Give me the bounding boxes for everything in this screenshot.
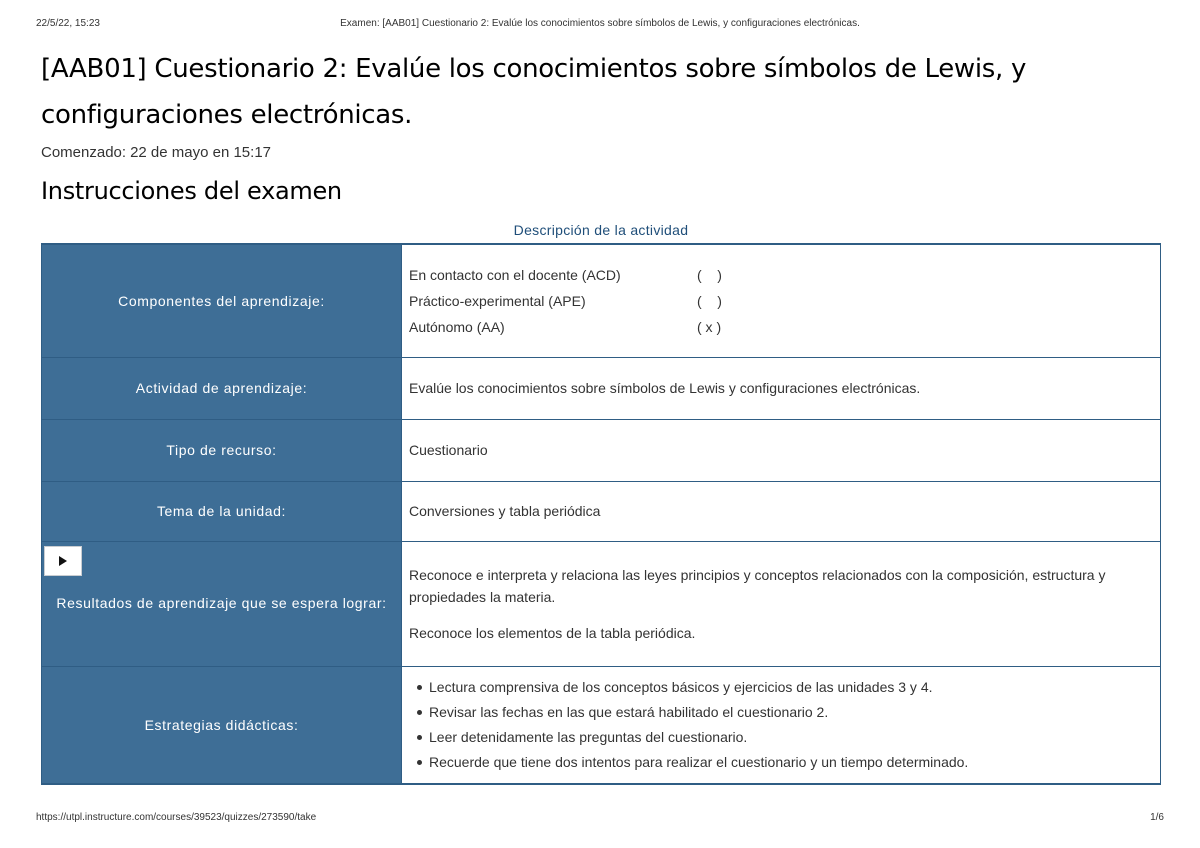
activity-description-table — [41, 243, 1161, 785]
play-button[interactable] — [44, 546, 82, 576]
outcomes-label-cell — [42, 541, 402, 666]
component-name: Práctico-experimental (APE) — [409, 292, 586, 309]
started-label: Comenzado: — [41, 144, 127, 161]
resource-value-text: Cuestionario — [409, 442, 488, 458]
table-row-activity — [42, 357, 1161, 419]
component-name: En contacto con el docente (ACD) — [409, 266, 621, 283]
topic-value-text: Conversiones y tabla periódica — [409, 503, 601, 519]
play-icon — [59, 556, 67, 566]
components-label: Componentes del aprendizaje: — [42, 244, 402, 357]
table-row-topic — [42, 481, 1161, 541]
list-item: Revisar las fechas en las que estará habilitado el cuestionario 2. — [409, 700, 1148, 725]
page-title: [AAB01] Cuestionario 2: Evalúe los conocimientos sobre símbolos de Lewis, y configuraciones electrónicas. — [41, 54, 1027, 130]
component-name: Autónomo (AA) — [409, 318, 505, 335]
table-caption: Descripción de la actividad — [513, 222, 689, 238]
activity-value-text: Evalúe los conocimientos sobre símbolos de Lewis y configuraciones electrónicas. — [409, 380, 921, 396]
outcome-paragraph: Reconoce e interpreta y relaciona las leyes principios y conceptos relacionados con la composición, estructura y propiedades la materia. — [409, 566, 1106, 605]
table-row-resource — [42, 419, 1161, 481]
outcomes-value — [402, 541, 1161, 666]
quiz-started-info — [41, 144, 271, 161]
components-value — [402, 244, 1161, 357]
strategies-label: Estrategias didácticas: — [42, 666, 402, 784]
table-row-components — [42, 244, 1161, 357]
component-line — [409, 314, 1148, 340]
component-mark: ( x ) — [697, 318, 722, 335]
component-mark: ( ) — [697, 292, 722, 309]
topic-value — [402, 481, 1161, 541]
resource-value — [402, 419, 1161, 481]
strategies-value — [402, 666, 1161, 784]
print-document-title: Examen: [AAB01] Cuestionario 2: Evalúe los conocimientos sobre símbolos de Lewis, y configuraciones electrónicas. — [340, 18, 860, 29]
component-mark: ( ) — [697, 266, 722, 283]
table-row-strategies — [42, 666, 1161, 784]
list-item: Lectura comprensiva de los conceptos básicos y ejercicios de las unidades 3 y 4. — [409, 675, 1148, 700]
resource-label: Tipo de recurso: — [42, 419, 402, 481]
activity-value — [402, 357, 1161, 419]
outcome-paragraph: Reconoce los elementos de la tabla periódica. — [409, 624, 696, 641]
outcomes-label: Resultados de aprendizaje que se espera lograr: — [56, 595, 387, 611]
instructions-heading: Instrucciones del examen — [41, 177, 342, 205]
page-url: https://utpl.instructure.com/courses/39523/quizzes/273590/take — [36, 812, 317, 823]
table-row-outcomes — [42, 541, 1161, 666]
list-item: Leer detenidamente las preguntas del cuestionario. — [409, 725, 1148, 750]
started-value: 22 de mayo en 15:17 — [130, 144, 272, 161]
page-number: 1/6 — [1150, 812, 1164, 823]
topic-label: Tema de la unidad: — [42, 481, 402, 541]
component-line — [409, 288, 1148, 314]
print-date: 22/5/22, 15:23 — [36, 18, 100, 29]
component-line — [409, 262, 1148, 288]
activity-label: Actividad de aprendizaje: — [42, 357, 402, 419]
list-item: Recuerde que tiene dos intentos para realizar el cuestionario y un tiempo determinado. — [409, 750, 1148, 775]
strategies-list — [409, 675, 1148, 775]
